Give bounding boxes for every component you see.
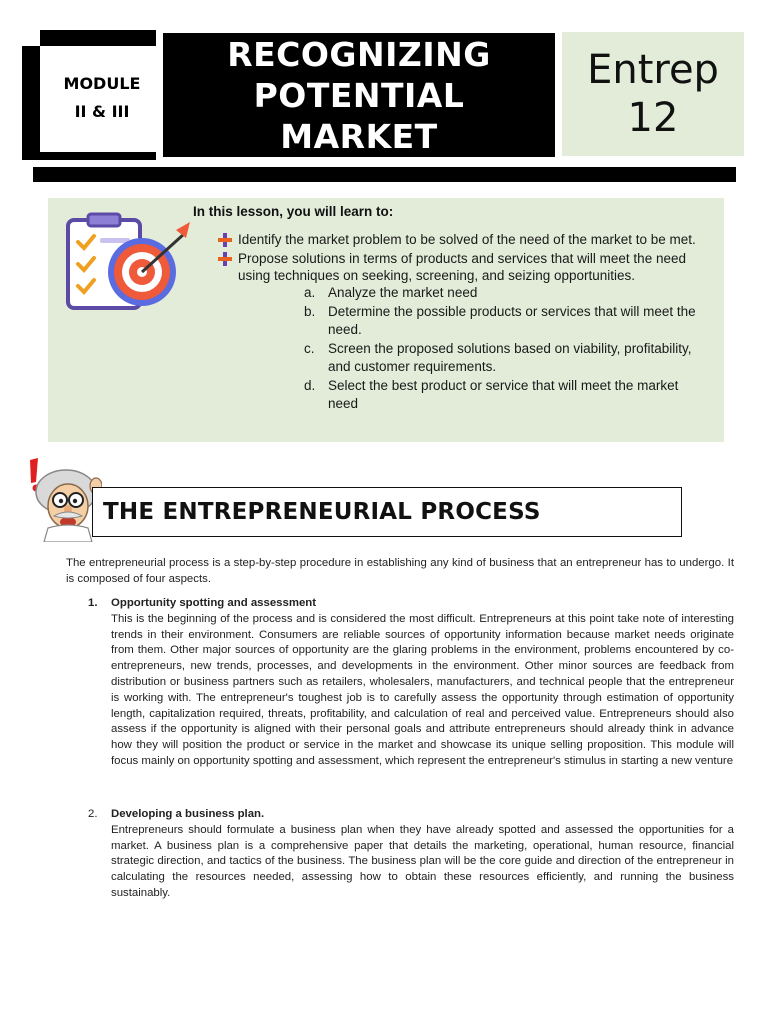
lesson-objectives-box <box>48 198 724 442</box>
module-label-line1: MODULE <box>63 74 141 93</box>
process-item-title: Developing a business plan. <box>111 808 265 820</box>
process-item-number: 1. <box>88 597 98 609</box>
lesson-step-item <box>304 340 708 377</box>
lesson-step-letter: c. <box>304 340 315 356</box>
process-item-heading <box>88 807 734 823</box>
lesson-step-item <box>304 284 708 303</box>
lesson-goals <box>218 231 708 416</box>
lesson-goal-item <box>218 250 708 414</box>
intro-paragraph: The entrepreneurial process is a step-by-step procedure in establishing any kind of business that an entrepreneur has to undergo. It is composed of four aspects. <box>66 557 734 585</box>
subject-badge <box>562 32 744 156</box>
module-label <box>44 70 160 126</box>
lesson-step-item <box>304 377 708 414</box>
lesson-step-letter: d. <box>304 377 316 393</box>
plus-bullet-icon <box>218 233 232 247</box>
professor-exclamation-icon <box>20 456 102 542</box>
process-item <box>88 807 734 902</box>
page-title <box>179 34 539 157</box>
subject-grade: 12 <box>627 95 679 141</box>
lesson-step-item <box>304 303 708 340</box>
page-title-line1: RECOGNIZING <box>227 34 491 74</box>
lesson-step-letter: b. <box>304 303 316 319</box>
section-title: THE ENTREPRENEURIAL PROCESS <box>103 499 541 525</box>
lesson-step-text: Analyze the market need <box>328 285 478 300</box>
page-title-block <box>163 33 555 157</box>
process-item-heading <box>88 596 734 612</box>
checklist-target-icon <box>64 210 204 310</box>
lesson-step-letter: a. <box>304 285 316 300</box>
process-item <box>88 596 734 770</box>
process-item-text: This is the beginning of the process and is considered the most difficult. Entrepreneurs at this point take note of interesting trends in their environment. Consumers are reliable sources of opportunity information because market needs originate from them. Other major sources of opportunity are the glaring problems in the environment, problems encountered by co-entrepreneurs, new trends, processes, and developments in the environment. Other minor sources are feedback from distribution or business partners such as retailers, wholesalers, manufacturers, and technical people that the entrepreneur is working with. The entrepreneur's toughest job is to carefully assess the opportunity through estimation of opportunity length, capitalization required, threats, profitability, and calculation of real and perceived value. Entrepreneurs should also assess if the opportunity is aligned with their personal goals and attribute entrepreneurs should already think in advance how they will position the product or service in the market and showcase its unique selling proposition. This module will focus mainly on opportunity spotting and assessment, which represent the entrepreneur's stimulus in starting a new venture <box>111 612 734 767</box>
section-heading-box <box>92 487 682 537</box>
process-item-number: 2. <box>88 808 98 820</box>
lesson-step-text: Select the best product or service that will meet the market need <box>328 377 679 411</box>
lesson-steps <box>304 284 708 414</box>
module-label-line2: II & III <box>74 102 130 121</box>
header-divider <box>33 167 736 182</box>
module-badge <box>22 30 156 160</box>
page-title-line3: MARKET <box>280 116 438 156</box>
module-badge-notch <box>22 30 40 46</box>
plus-bullet-icon <box>218 252 232 266</box>
lesson-goal-item <box>218 231 708 248</box>
lesson-heading: In this lesson, you will learn to: <box>193 204 394 219</box>
page-title-line2: POTENTIAL <box>253 75 465 115</box>
lesson-step-text: Screen the proposed solutions based on viability, profitability, and customer requirements. <box>328 340 692 374</box>
process-item-text: Entrepreneurs should formulate a business plan when they have already spotted and assessed the opportunities for a market. A business plan is a comprehensive paper that details the marketing, operational, human resource, financial strategic direction, and tactics of the business. The business plan will be the core guide and direction of the entrepreneur in calculating the resources needed, assessing how to obtain these resources efficiently, and running the business sustainably. <box>111 823 734 899</box>
lesson-goal-text: Propose solutions in terms of products and services that will meet the need using techniques on seeking, screening, and seizing opportunities. <box>238 251 686 283</box>
process-item-title: Opportunity spotting and assessment <box>111 597 317 609</box>
subject-name: Entrep <box>587 47 719 93</box>
lesson-goal-text: Identify the market problem to be solved of the need of the market to be met. <box>238 232 696 247</box>
lesson-step-text: Determine the possible products or services that will meet the need. <box>328 303 696 337</box>
